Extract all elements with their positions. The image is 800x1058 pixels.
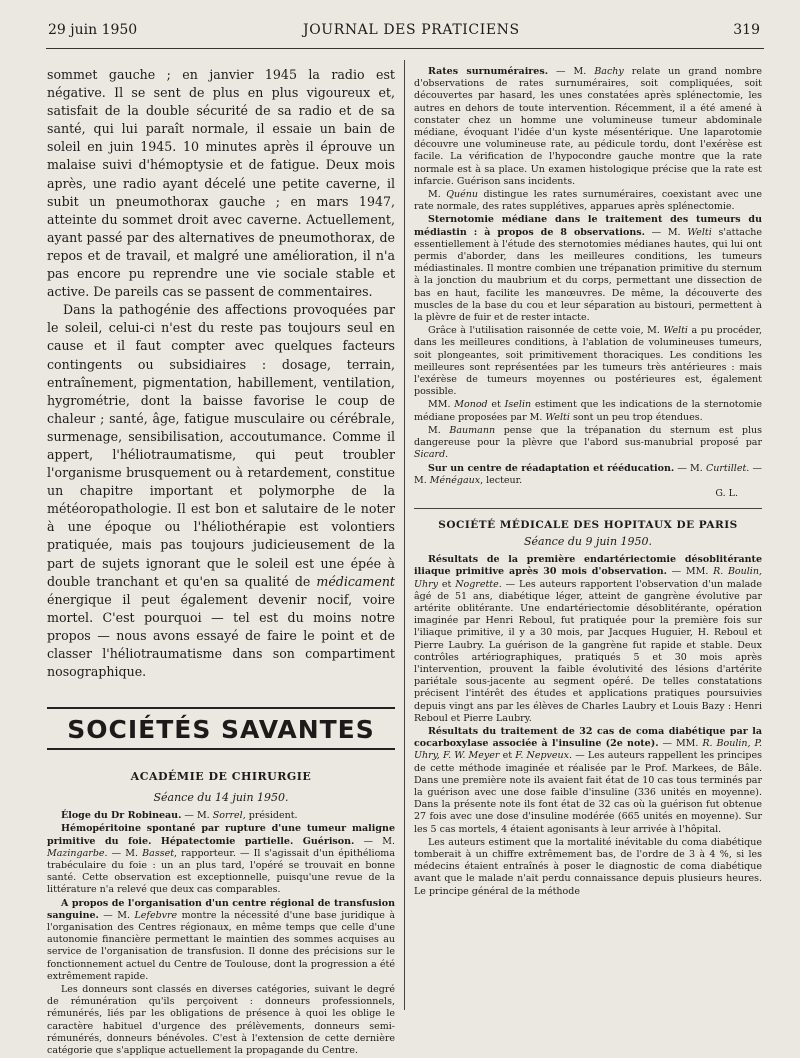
report-rates: Rates surnuméraires. — M. Bachy relate un grand nombre d'observations de rates surnuméraires, soit compliquées, soit découvertes par hasard, les unes constatées après splénectomie, les autres en dehors de toute intervention. Récemment, il a été amené à constater chez un homme une volumineuse tumeur abdominale médiane, évoquant l'idée d'un kyste mésentérique. Une laparotomie découvre une volumineuse rate, au pédicule tordu, dont l'exérèse est facile. La vérification de l'hypocondre gauche montre que la rate normale est à sa place. Un examen histologique précise que la rate est infarcie. Guérison sans incidents. <box>414 66 762 187</box>
signature: G. L. <box>715 487 738 499</box>
column-divider <box>404 60 405 1010</box>
report-coma: Résultats du traitement de 32 cas de coma diabétique par la cocarboxylase associée à l'insuline (2e note). — MM. R. Boulin, P. Uhry, F. W. Meyer et F. Nepveux. — Les auteurs rappellent les principes de cette méthode imaginée et réalisée par le Prof. Markees, de Bâle. Dans une première note ils avaient fait état de 10 cas tous terminés par la guérison avec une dose faible d'insuline (336 unités en moyenne). Dans la présente note ils font état de 32 cas où la guérison fut obtenue 27 fois avec une dose d'insuline modérée (665 unités en moyenne). Sur les 5 cas mortels, 4 étaient agonisants à leur arrivée à l'hôpital. <box>414 725 762 835</box>
academie-heading: ACADÉMIE DE CHIRURGIE <box>130 770 312 784</box>
academie-seance: Séance du 14 juin 1950. <box>153 791 289 805</box>
report-grace: Grâce à l'utilisation raisonnée de cette voie, M. Welti a pu procéder, dans les meilleures conditions, à l'ablation de volumineuses tumeurs, soit plongeantes, soit primitivement thoraciques. Les conditions les meilleures sont représentées par les tumeurs très antérieures : mais l'exérèse de tumeurs moyennes ou postérieures est, également possible. <box>414 325 762 398</box>
report-transfusion: A propos de l'organisation d'un centre régional de transfusion sanguine. — M. Lefebvre montre la nécessité d'une base juridique à l'organisation des Centres régionaux, en même temps que celle d'une autonomie financière permettant le maintien des sommes acquises au service de l'organisation de transfusion. Il donne des précisions sur le fonctionnement actuel du Centre de Toulouse, dont la progression a été extrêmement rapide. <box>47 897 395 982</box>
report-transfusion-cont: Les donneurs sont classés en diverses catégories, suivant le degré de rémunération qu'ils perçoivent : donneurs professionnels, rémunérés, liés par les obligations de présence à quoi les oblige le caractère habituel d'urgence des prélèvements, donneurs semi-rémunérés, donneurs bénévoles. C'est à l'extension de cette dernière catégorie que s'applique actuellement la propagande du Centre. <box>47 984 395 1057</box>
banner-rule <box>47 707 395 709</box>
report-endarteriectomie: Résultats de la première endartériectomie désoblitérante iliaque primitive après 30 mois d'observation. — MM. R. Boulin, Uhry et Nogrette. — Les auteurs rapportent l'observation d'un malade âgé de 51 ans, diabétique léger, atteint de gangrène évolutive par artérite oblitérante. Une endartériectomie désoblitérante, opération imaginée par Henri Reboul, fut pratiquée pour la première fois sur l'iliaque primitive, il y a 30 mois, par Jacques Huguier, H. Reboul et Pierre Laubry. La guérison de la gangrène fut rapide et stable. Deux contrôles artériographiques, pratiqués 5 et 30 mois après l'intervention, prouvent la faible évolutivité des lésions d'artérite pariétale sous-jacente au segment opéré. De telles constatations précisent l'intérêt des études et applications pratiques poursuivies depuis vingt ans par les élèves de Charles Laubry et Louis Bazy : Henri Reboul et Pierre Laubry. <box>414 554 762 724</box>
academie-reports <box>47 810 395 1057</box>
report-centre: Sur un centre de réadaptation et rééducation. — M. Curtillet. — M. Ménégaux, lecteur. <box>414 462 762 486</box>
left-column <box>47 66 395 1058</box>
report-eloge: Éloge du Dr Robineau. — M. Sorrel, président. <box>61 810 298 822</box>
running-header <box>48 22 760 44</box>
right-column <box>414 66 762 899</box>
societe-heading: SOCIÉTÉ MÉDICALE DES HOPITAUX DE PARIS <box>438 519 738 532</box>
report-monod-iselin: MM. Monod et Iselin estiment que les indications de la sternotomie médiane proposées par M. Welti sont un peu trop étendues. <box>414 399 762 423</box>
article-paragraph: sommet gauche ; en janvier 1945 la radio est négative. Il se sent de plus en plus vigoureux et, satisfait de la double sécurité de sa radio et de sa santé, qui lui paraît normale, il essaie un bain de soleil en juin 1945. 10 minutes après il éprouve un malaise suivi d'hémoptysie et de fatigue. Deux mois après, une radio ayant décelé une petite caverne, il subit un pneumothorax gauche ; en mars 1947, atteinte du sommet droit avec caverne. Actuellement, ayant passé par des alternatives de pneumothorax, de repos et de travail, et malgré une amélioration, il n'a pas encore pu reprendre une vie sociale stable et active. De pareils cas se passent de commentaires. <box>47 67 395 300</box>
header-journal-title: JOURNAL DES PRATICIENS <box>303 22 520 38</box>
report-coma-cont: Les auteurs estiment que la mortalité inévitable du coma diabétique tomberait à un chiffre extrêmement bas, de l'ordre de 3 à 4 %, si les médecins étaient entraînés à poser le diagnostic de coma diabétique avant que le malade n'ait perdu connaissance depuis plusieurs heures. Le principe général de la méthode <box>414 836 762 897</box>
report-baumann: M. Baumann pense que la trépanation du sternum est plus dangereuse pour la plèvre que l'abord sus-manubrial proposé par Sicard. <box>414 424 762 461</box>
article-continuation <box>47 66 395 681</box>
article-paragraph: Dans la pathogénie des affections provoquées par le soleil, celui-ci n'est du reste pas toujours seul en cause et il faut compter avec quelques facteurs contingents ou subsidiaires : dosage, terrain, entraînement, pigmentation, habillement, ventilation, hygrométrie, dont la baisse favorise le coup de chaleur ; santé, âge, fatigue musculaire ou cérébrale, surmenage, sensibilisation, accoutumance. Comme il appert, l'héliotraumatisme, qui peut troubler l'organisme brusquement ou à retardement, constitue un chapitre important et polymorphe de la météoropathologie. Il est bon et salutaire de le noter à une époque ou l'héliothérapie est volontiers pratiquée, mais pas toujours judicieusement de la part de sujets ignorant que le soleil est une épée à double tranchant et qu'en sa qualité de médicament énergique il peut également devenir nocif, voire mortel. C'est pourquoi — tel est du moins notre propos — nous avons essayé de faire le point et de classer l'héliotraumatisme dans son compartiment nosographique. <box>47 302 395 680</box>
banner-rule <box>47 748 395 750</box>
header-date: 29 juin 1950 <box>48 22 138 38</box>
header-page-number: 319 <box>733 22 760 38</box>
report-sternotomie: Sternotomie médiane dans le traitement des tumeurs du médiastin : à propos de 8 observations. — M. Welti s'attache essentiellement à l'étude des sternotomies médianes hautes, qui lui ont permis d'aborder, dans les meilleures conditions, les tumeurs médiastinales. Il montre combien une trépanation primitive du sternum à la jonction du maubrium et du corps, permettant une dissection de bas en haut, facilite les manœuvres. De même, la découverte des muscles de la base du cou et leur séparation au bistouri, permettent à la plèvre de fuir et de rester intacte. <box>414 214 763 324</box>
section-rule <box>414 508 762 509</box>
header-rule <box>46 48 764 49</box>
report-quenu: M. Quénu distingue les rates surnuméraires, coexistant avec une rate normale, des rates supplétives, apparues après splénectomie. <box>414 189 762 213</box>
report-hemoperitoine: Hémopéritoine spontané par rupture d'une tumeur maligne primitive du foie. Hépatectomie partielle. Guérison. — M. Mazingarbe. — M. Basset, rapporteur. — Il s'agissait d'un épithélioma trabéculaire du foie : un an plus tard, l'opéré se trouvait en bonne santé. Cette observation est exceptionnelle, puisqu'une revue de la littérature n'a relevé que deux cas comparables. <box>47 823 396 896</box>
societe-seance: Séance du 9 juin 1950. <box>523 535 653 549</box>
section-banner: SOCIÉTÉS SAVANTES <box>67 715 375 745</box>
